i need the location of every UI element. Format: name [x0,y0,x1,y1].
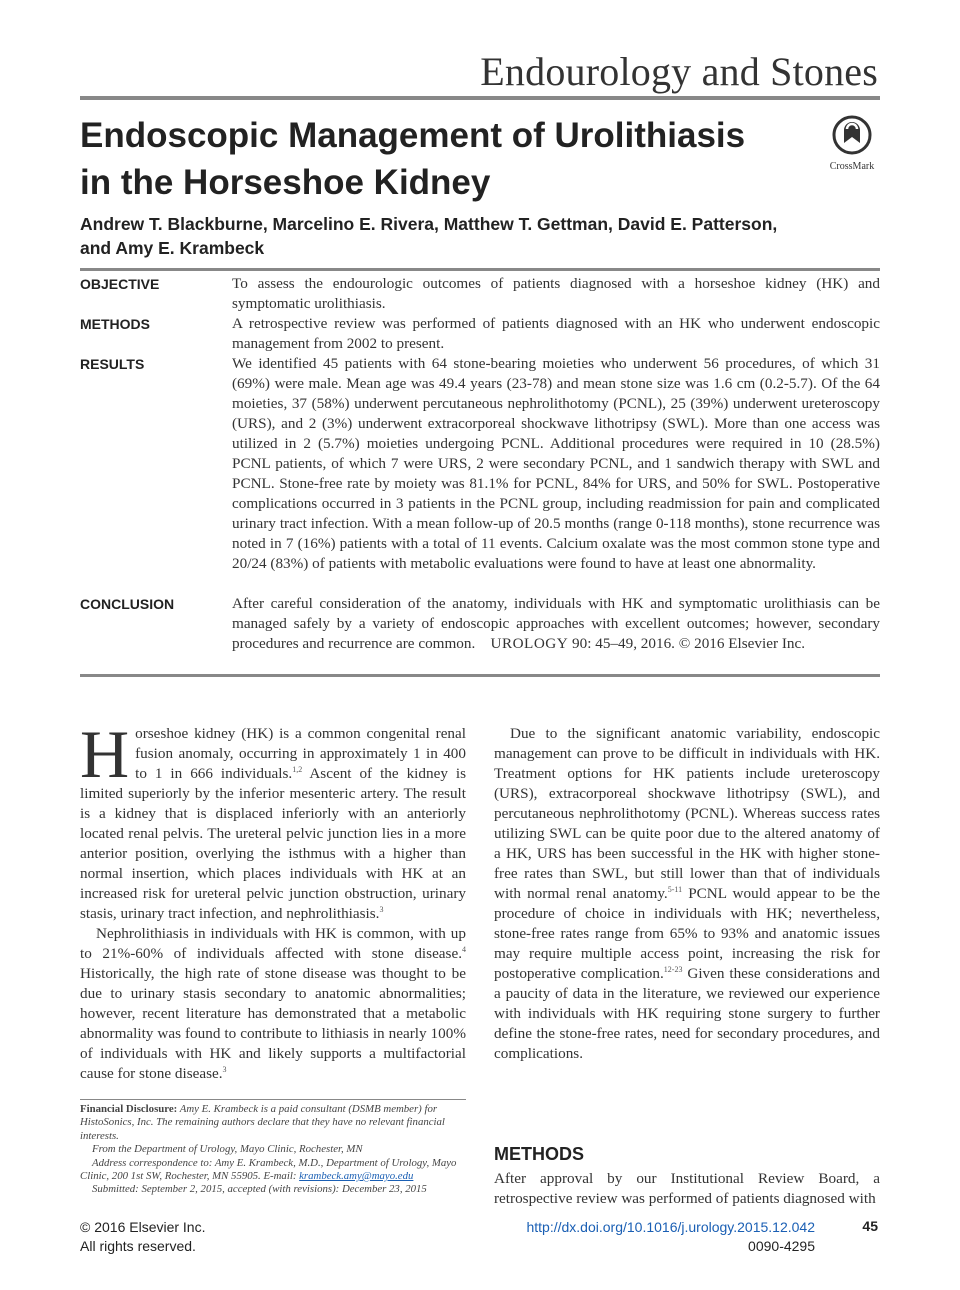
submission-dates: Submitted: September 2, 2015, accepted (with revisions): December 23, 2015 [92,1183,427,1196]
abstract-results-label: RESULTS [80,356,145,372]
citation-details: 90: 45–49, 2016. © 2016 Elsevier Inc. [572,635,806,652]
intro-p1-text-a: orseshoe kidney (HK) is a common congenital renal fusion anomaly, occurring in approximately 1 in 400 to 1 in 666 individuals. [135,725,466,782]
intro-p3-text-a: Due to the significant anatomic variability, endoscopic management can prove to be difficult in individuals with HK. Treatment options for HK patients include ureteroscopy (URS), extracorporeal shockwave lithotripsy (SWL), and percutaneous nephrolithotomy (PCNL). Whereas success rates utilizing SWL can be quite poor due to the altered anatomy of a HK, URS has been successful in the HK with higher stone-free rates than SWL, but still lower than that of individuals with normal renal anatomy. [494,725,880,902]
intro-p1-text-b: Ascent of the kidney is limited superiorly by the inferior mesenteric artery. The result is a kidney that is displaced inferiorly with an anteriorly located renal pelvis. The ureteral pelvic junction lies in a more anterior position, overlying the isthmus with a higher than normal insertion, which places individuals with HK at an increased risk for ureteral pelvic junction obstruction, urinary stasis, urinary tract infection, and nephrolithiasis. [80,765,466,922]
abstract-objective-label: OBJECTIVE [80,276,160,292]
journal-section-title: Endourology and Stones [480,49,878,94]
intro-paragraph-3 [494,724,880,1064]
crossmark-label: CrossMark [829,161,875,172]
rights-line: All rights reserved. [80,1238,196,1254]
abstract-methods [80,314,880,354]
citation-journal: UROLOGY [490,635,569,652]
intro-p3-text-b: PCNL would appear to be the procedure of choice in individuals with HK; nevertheless, stone-free rates range from 65% to 93% and anatomic issues may require multiple access point, increasing the risk for postoperative complication. [494,885,880,982]
disclosure-label: Financial Disclosure: [80,1103,178,1115]
body-column-left [80,716,466,1084]
abstract [80,274,880,654]
methods-heading: METHODS [494,1144,584,1164]
ref-link[interactable]: 12-23 [663,964,683,974]
body-column-right [494,724,880,1064]
copyright-line: © 2016 Elsevier Inc. [80,1219,206,1235]
intro-paragraph-1 [80,716,466,924]
abstract-conclusion-text [232,594,880,654]
crossmark-badge[interactable] [824,115,880,172]
intro-p2-text-a: Nephrolithiasis in individuals with HK is common, with up to 21%-60% of individuals affected with stone disease. [80,925,466,962]
author-list [80,212,880,260]
abstract-objective [80,274,880,314]
abstract-objective-text: To assess the endourologic outcomes of patients diagnosed with a horseshoe kidney (HK) and symptomatic urolithiasis. [232,275,880,312]
drop-cap: H [80,716,130,792]
article-title: Endoscopic Management of Urolithiasis in the Horseshoe Kidney [80,116,746,202]
ref-link[interactable]: 1,2 [292,764,303,774]
intro-p2-text-b: Historically, the high rate of stone disease was thought to be due to urinary stasis secondary to anatomic abnormalities; however, recent literature has demonstrated that a metabolic abnormality was found to contribute to lithiasis in nearly 100% of individuals with HK and likely supports a multifactorial cause for stone disease. [80,965,466,1082]
ref-link[interactable]: 3 [379,904,384,914]
abstract-results [80,354,880,594]
ref-link[interactable]: 5-11 [667,884,683,894]
footnotes [80,1103,466,1197]
issn: 0090-4295 [748,1238,815,1254]
correspondence-email-link[interactable]: krambeck.amy@mayo.edu [299,1170,414,1183]
intro-p3-text-c: Given these considerations and a paucity of data in the literature, we reviewed our experience with individuals with HK requiring stone surgery to further define the stone-free rates, need for secondary procedures, and complications. [494,965,880,1062]
ref-link[interactable]: 3 [222,1064,227,1074]
abstract-conclusion [80,594,880,654]
footnote-rule [80,1099,466,1100]
header-rule [80,96,880,100]
abstract-top-rule [80,268,880,271]
abstract-conclusion-label: CONCLUSION [80,596,175,612]
footer-copyright [80,1218,206,1256]
abstract-bottom-rule [80,674,880,677]
correspondence-note [80,1157,466,1184]
conclusion-body: After careful consideration of the anatomy, individuals with HK and symptomatic urolithiasis can be managed safely by a variety of endoscopic approaches with excellent outcomes; however, secondary procedures and recurrence are common. [232,595,880,652]
methods-paragraph: After approval by our Institutional Review Board, a retrospective review was performed of patients diagnosed with [494,1170,880,1207]
author-line-2: and Amy E. Krambeck [80,238,265,258]
disclosure-text: Amy E. Krambeck is a paid consultant (DSMB member) for HistoSonics, Inc. The remaining authors declare that they have no relevant financial interests. [80,1103,445,1142]
crossmark-icon [832,115,872,155]
abstract-results-text: We identified 45 patients with 64 stone-bearing moieties who underwent 56 procedures, of which 31 (69%) were male. Mean age was 49.4 years (23-78) and mean stone size was 1.6 cm (0.2-5.7). Of the 64 moieties, 37 (58%) underwent percutaneous nephrolithotomy (PCNL), 25 (39%) underwent ureteroscopy (URS), and 2 (3%) underwent extracorporeal shockwave lithotripsy (SWL). More than one access was utilized in 2 (5.7%) moieties undergoing PCNL. Additional procedures were required in 10 (28.5%) PCNL patients, of which 7 were URS, 2 were secondary PCNL, and 1 sandwich therapy with SWL and PCNL. Stone-free rate by moiety was 81.1% for PCNL, 84% for URS, and 50% for SWL. Postoperative complications occurred in 3 patients in the PCNL group, including readmission for pain and complicated urinary tract infection. With a mean follow-up of 20.5 months (range 0-118 months), stone recurrence was noted in 7 (16%) patients with a total of 11 events. Calcium oxalate was the most common stone type and 20/24 (83%) of patients with metabolic evaluations were found to have at least one abnormality. [232,355,880,572]
abstract-methods-text: A retrospective review was performed of patients diagnosed with an HK who underwent endoscopic management from 2002 to present. [232,315,880,352]
correspondence-address: Address correspondence to: Amy E. Krambeck, M.D., Department of Urology, Mayo Clinic, 200 1st SW, Rochester, MN 55905. E-mail: [80,1156,457,1183]
doi-link[interactable]: http://dx.doi.org/10.1016/j.urology.2015.12.042 [526,1219,815,1235]
affiliation-note: From the Department of Urology, Mayo Clinic, Rochester, MN [92,1143,363,1156]
author-line-1: Andrew T. Blackburne, Marcelino E. Rivera, Matthew T. Gettman, David E. Patterson, [80,214,778,234]
financial-disclosure [80,1103,466,1143]
abstract-methods-label: METHODS [80,316,150,332]
intro-paragraph-2 [80,924,466,1084]
page-number: 45 [862,1218,878,1234]
ref-link[interactable]: 4 [462,944,466,954]
